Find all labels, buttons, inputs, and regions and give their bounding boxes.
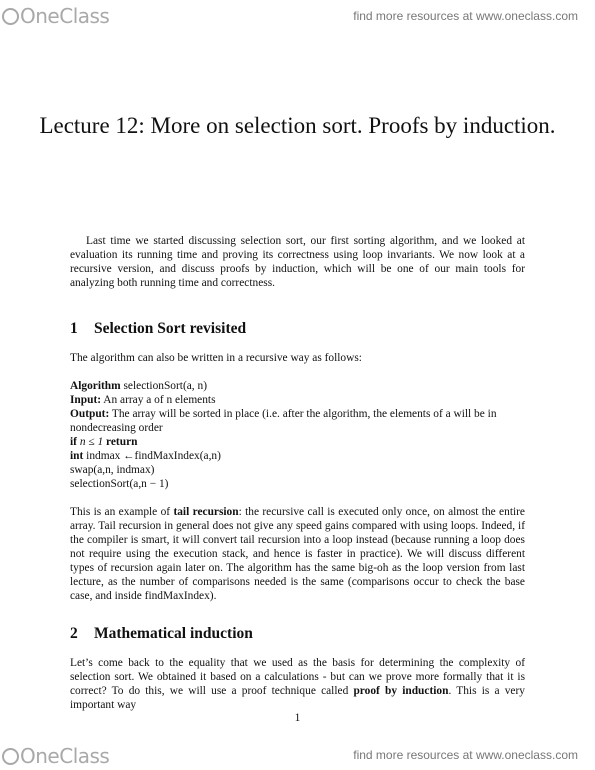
induction-paragraph	[70, 656, 525, 712]
algo-int-line	[70, 449, 525, 463]
if-condition: n ≤ 1	[79, 436, 104, 448]
induction-text	[70, 656, 525, 712]
footer-oneclass-logo[interactable]	[2, 744, 109, 768]
algo-recursive-call-line: selectionSort(a,n − 1)	[70, 478, 169, 490]
logo-text: OneClass	[20, 4, 110, 28]
header-resources-link[interactable]: find more resources at www.oneclass.com	[353, 9, 578, 23]
section-1-title: Selection Sort revisited	[94, 320, 247, 337]
section-2-heading	[70, 625, 253, 643]
output-text: The array will be sorted in place (i.e. after the algorithm, the elements of a will be in nondecreasing order	[70, 408, 497, 434]
section-1-number: 1	[70, 320, 78, 337]
algo-keyword: Algorithm	[70, 380, 121, 392]
int-statement: indmax ←findMaxIndex(a,n)	[86, 450, 221, 462]
algorithm-block	[70, 379, 525, 491]
if-keyword: if	[70, 436, 77, 448]
tail-recursion-term: tail recursion	[173, 506, 239, 518]
int-keyword: int	[70, 450, 84, 462]
oneclass-logo[interactable]	[2, 4, 109, 28]
return-keyword: return	[106, 436, 138, 448]
induction-post: . This is a very important way	[70, 685, 525, 711]
algo-if-line	[70, 435, 525, 449]
algo-signature-line	[70, 379, 525, 393]
tail-recursion-text	[70, 505, 525, 603]
induction-term: proof by induction	[353, 685, 449, 697]
output-keyword: Output:	[70, 408, 110, 420]
tail-recursion-pre: This is an example of	[70, 506, 171, 518]
page-number: 1	[294, 712, 301, 724]
section-2-title: Mathematical induction	[94, 625, 253, 642]
section-1-heading	[70, 320, 246, 338]
intro-paragraph	[70, 234, 525, 290]
section-2-number: 2	[70, 625, 78, 642]
algo-input-line	[70, 393, 525, 407]
algo-output-line	[70, 407, 525, 435]
page-title: Lecture 12: More on selection sort. Proofs by induction.	[39, 113, 556, 138]
algo-swap-line: swap(a,n, indmax)	[70, 464, 155, 476]
algo-signature: selectionSort(a, n)	[123, 380, 207, 392]
tail-recursion-post: : the recursive call is executed only once, on almost the entire array. Tail recursion in general does not give any speed gains compared with using loops. Indeed, if the compiler is smart, it will convert tail recursion into a loop instead (because running a loop does not require using the execution stack, and hence is faster in practice). We will discuss different types of recursion again later on. The algorithm has the same big-oh as the loop version from last lecture, as the number of comparisons needed is the same (comparisons occur to check the base case, and inside findMaxIndex).	[70, 506, 525, 602]
footer-logo-text: OneClass	[20, 744, 110, 768]
input-text: An array a of n elements	[103, 394, 216, 406]
footer-resources-link[interactable]: find more resources at www.oneclass.com	[353, 748, 578, 762]
section-1-lead	[70, 351, 525, 365]
intro-text: Last time we started discussing selection sort, our first sorting algorithm, and we looked at evaluation its running time and proving its correctness using loop invariants. We now look at a recursive version, and discuss proofs by induction, which will be one of our main tools for analyzing both running time and correctness.	[70, 235, 525, 289]
induction-pre: Let’s come back to the equality that we used as the basis for determining the complexity of selection sort. We obtained it based on a calculations - but can we prove more formally that it is correct? To do this, we will use a proof technique called	[70, 657, 525, 697]
section-1-lead-text: The algorithm can also be written in a recursive way as follows:	[70, 352, 362, 364]
tail-recursion-paragraph	[70, 505, 525, 603]
input-keyword: Input:	[70, 394, 102, 406]
